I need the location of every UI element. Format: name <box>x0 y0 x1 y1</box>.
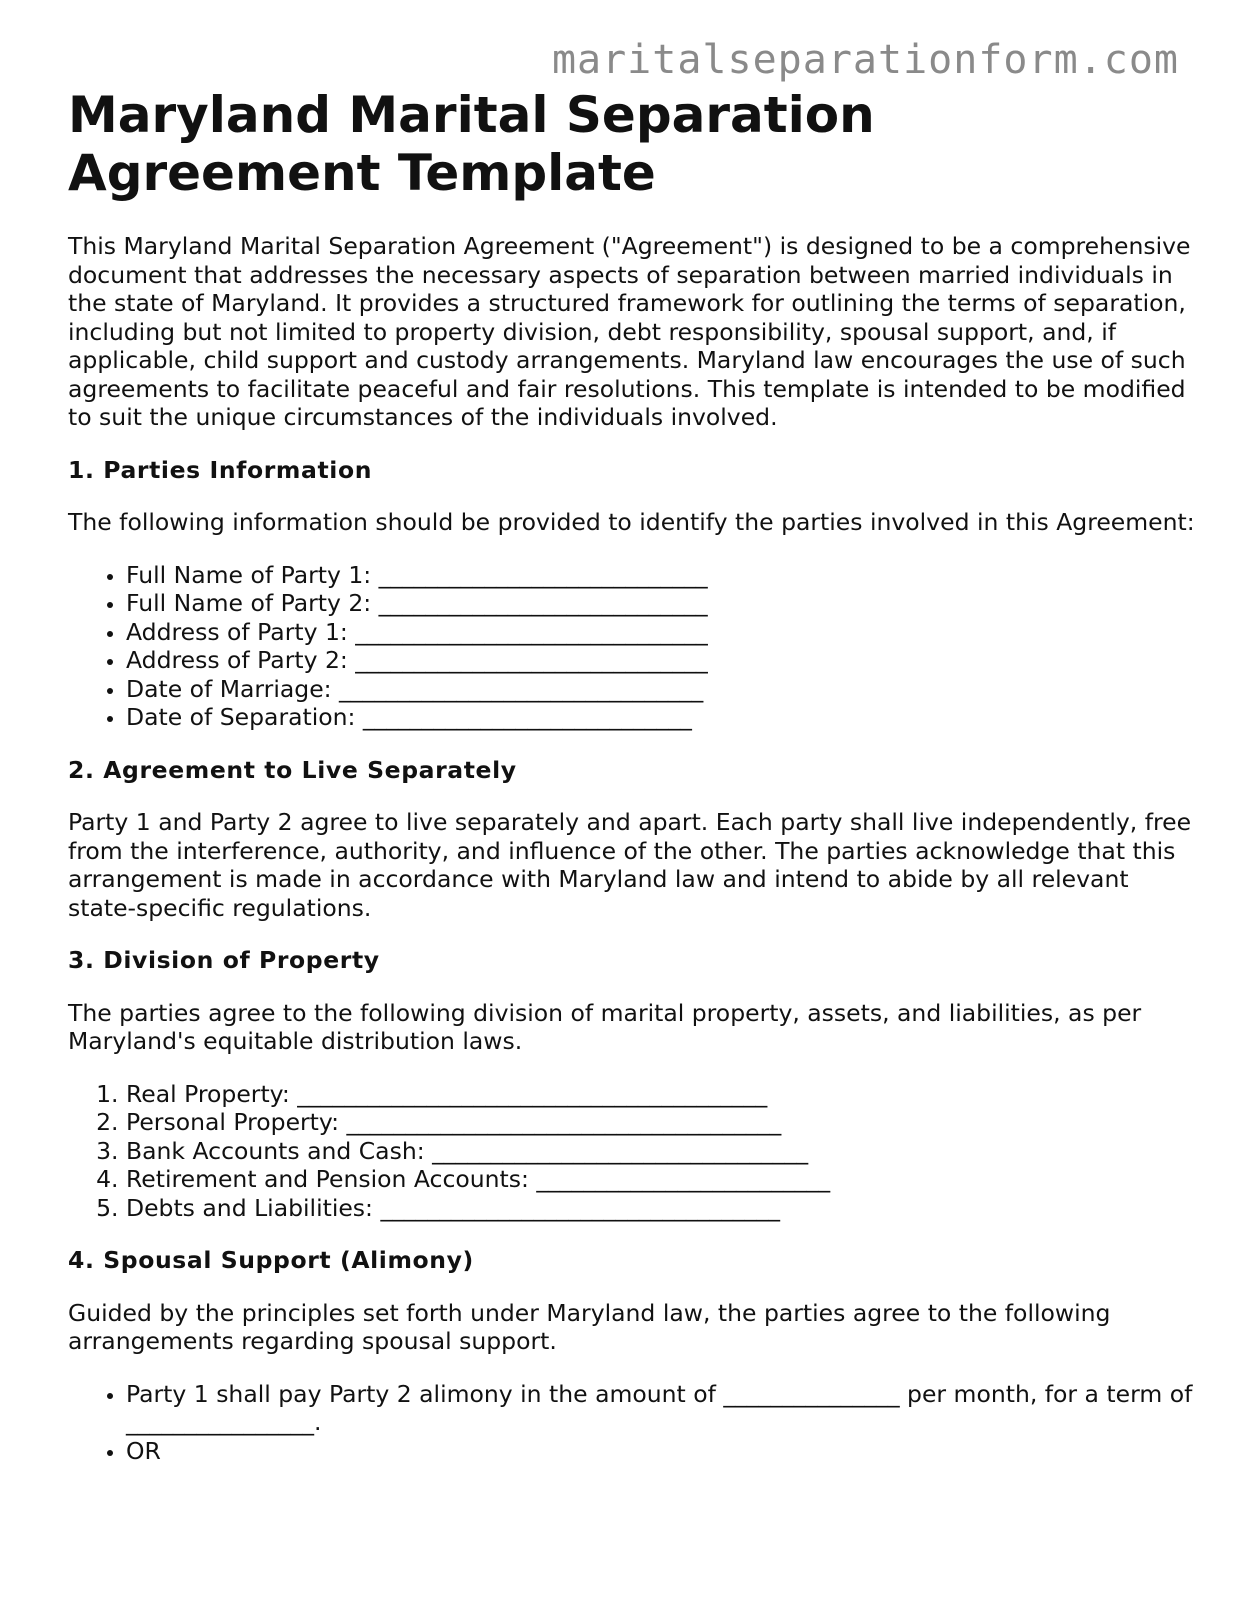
list-item: • Full Name of Party 1: ____________________________ <box>126 561 1198 590</box>
property-list <box>68 1080 1198 1223</box>
list-item: • OR <box>126 1437 1198 1466</box>
list-item: 2. Personal Property: _____________________________________ <box>126 1108 1198 1137</box>
list-item: • Address of Party 1: ______________________________ <box>126 618 1198 647</box>
list-item: 4. Retirement and Pension Accounts: _________________________ <box>126 1165 1198 1194</box>
page-title: Maryland Marital Separation Agreement Template <box>68 86 875 202</box>
list-item: • Full Name of Party 2: ____________________________ <box>126 589 1198 618</box>
section-heading-separately: 2. Agreement to Live Separately <box>68 755 517 784</box>
document-body <box>68 232 1198 1489</box>
list-item: • Date of Separation: ____________________________ <box>126 703 1198 732</box>
list-item: • Party 1 shall pay Party 2 alimony in the amount of _______________ per month, for a term of ________________. <box>126 1380 1198 1437</box>
section-text-separately: Party 1 and Party 2 agree to live separately and apart. Each party shall live independently, free from the interference, authority, and influence of the other. The parties acknowledge that this arrangement is made in accordance with Maryland law and intend to abide by all relevant state-specific regulations. <box>68 808 1192 922</box>
section-text-parties: The following information should be provided to identify the parties involved in this Agreement: <box>68 508 1195 536</box>
parties-list <box>68 561 1198 732</box>
section-text-property: The parties agree to the following division of marital property, assets, and liabilities, as per Maryland's equitable distribution laws. <box>68 998 1142 1055</box>
watermark: maritalseparationform.com <box>551 37 1179 83</box>
support-list <box>68 1380 1198 1466</box>
section-heading-property: 3. Division of Property <box>68 946 380 974</box>
list-item: • Address of Party 2: ______________________________ <box>126 646 1198 675</box>
list-item: 3. Bank Accounts and Cash: ________________________________ <box>126 1137 1198 1166</box>
list-item: 1. Real Property: ________________________________________ <box>126 1080 1198 1109</box>
section-heading-parties: 1. Parties Information <box>68 455 373 484</box>
section-heading-support: 4. Spousal Support (Alimony) <box>68 1246 474 1274</box>
list-item: 5. Debts and Liabilities: __________________________________ <box>126 1194 1198 1223</box>
section-text-support: Guided by the principles set forth under Maryland law, the parties agree to the following arrangements regarding spousal support. <box>68 1298 1111 1355</box>
intro-paragraph: This Maryland Marital Separation Agreement ("Agreement") is designed to be a comprehensive document that addresses the necessary aspects of separation between married individuals in the state of Maryland. It provides a structured framework for outlining the terms of separation, including but not limited to property division, debt responsibility, spousal support, and, if applicable, child support and custody arrangements. Maryland law encourages the use of such agreements to facilitate peaceful and fair resolutions. This template is intended to be modified to suit the unique circumstances of the individuals involved. <box>68 232 1191 431</box>
list-item: • Date of Marriage: _______________________________ <box>126 675 1198 704</box>
